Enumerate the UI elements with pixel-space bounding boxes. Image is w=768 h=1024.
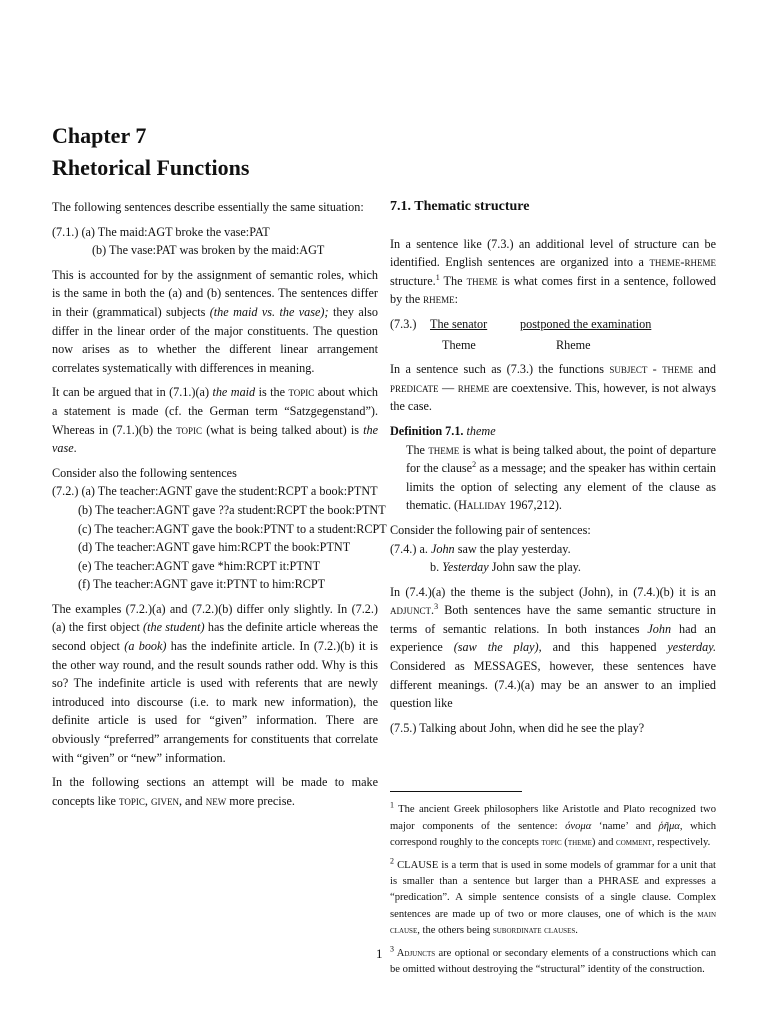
consider-pair: Consider the following pair of sentences: <box>390 522 591 537</box>
paragraph-theme-rheme: In a sentence like (7.3.) an additional level of structure can be identified. English sentences are organized into a theme-rheme structure.$^1$ The theme is what comes first in a sentence, followed by the rheme: <box>390 236 716 307</box>
example-7-2-b: (b) The teacher:AGNT gave ??a student:RCPT the book:PTNT <box>78 502 386 517</box>
paragraph-examples: The examples (7.2.)(a) and (7.2.)(b) differ only slightly. In (7.2.)(a) the first object (the student) has the definite article whereas the second object (a book) has the indefinite article. In (7.2.)(b) it is the other way round, and the result sounds rather odd. Why is this so? The indefinite article is used with referents that are newly introduced into discourse (i.e. to mark new information), the definite article is used for “given” information. There are obviously “preferred” arrangements for constituents that correlate with “given” or “new” information. <box>52 601 378 765</box>
example-number: (7.3.) <box>390 316 417 331</box>
example-7-3-labels <box>390 336 716 355</box>
example-7-2-d: (d) The teacher:AGNT gave him:RCPT the book:PTNT <box>78 540 351 555</box>
intro-paragraph: The following sentences describe essentially the same situation: <box>52 200 364 214</box>
theme-label: Theme <box>442 337 476 352</box>
example-7-2-e: (e) The teacher:AGNT gave *him:RCPT it:PTNT <box>78 558 321 573</box>
example-7-1-a: (7.1.) (a) The maid:AGT broke the vase:PAT <box>52 224 270 239</box>
example-7-5: (7.5.) Talking about John, when did he see the play? <box>390 720 645 735</box>
footnote-3: $^3$ Adjuncts are optional or secondary elements of a constructions which can be omitted without destroying the “structural” identity of the construction. <box>390 944 716 976</box>
chapter-number: Chapter 7 <box>52 123 147 148</box>
right-column <box>390 198 716 985</box>
section-heading: 7.1. Thematic structure <box>390 199 530 214</box>
example-7-1-b: (b) The vase:PAT was broken by the maid:AGT <box>92 243 325 258</box>
definition-body: The theme is what is being talked about, the point of departure for the clause$^2$ as a message; and the speaker has within certain limits the option of selecting any element of the clause as thematic. (Halliday 1967,212). <box>406 442 716 513</box>
page-number: 1 <box>376 946 383 961</box>
left-column <box>52 198 387 816</box>
theme-phrase: The senator <box>430 316 488 331</box>
chapter-heading <box>52 120 249 184</box>
footnote-rule <box>390 791 522 792</box>
rheme-phrase: postponed the examination <box>520 316 652 331</box>
chapter-title: Rhetorical Functions <box>52 155 250 180</box>
example-7-2-c: (c) The teacher:AGNT gave the book:PTNT to a student:RCPT <box>78 521 387 536</box>
example-7-3 <box>390 315 716 334</box>
definition-heading: Definition 7.1. theme <box>390 423 496 438</box>
consider-sentences: Consider also the following sentences <box>52 465 237 480</box>
paragraph-adjunct: In (7.4.)(a) the theme is the subject (John), in (7.4.)(b) it is an adjunct.$^3$ Both sentences have the same semantic structure in terms of semantic relations. In both instances John had an experience (saw the play), and this happened yesterday. Considered as MESSAGES, however, these sentences have different meanings. (7.4.)(a) may be an answer to an implied question like <box>390 584 716 711</box>
footnote-1: $^1$ The ancient Greek philosophers like Aristotle and Plato recognized two major components of the sentence: όνομα ‘name’ and ῥῆμα, which correspond roughly to the concepts topic (theme) and comment, respectively. <box>390 800 717 849</box>
rheme-label: Rheme <box>556 337 591 352</box>
example-7-4-b: b. Yesterday John saw the play. <box>430 560 581 575</box>
example-7-4-a: (7.4.) a. John saw the play yesterday. <box>390 541 571 556</box>
footnote-2: $^2$ CLAUSE is a term that is used in some models of grammar for a unit that is smaller than a sentence but larger than a PHRASE and expresses a “predication”. A simple sentence consists of a single clause. Complex sentences are made up of two or more clauses, one of which is the main clause, the others being subordinate clauses. <box>390 856 716 937</box>
paragraph-semantic-roles: This is accounted for by the assignment of semantic roles, which is the same in both the (a) and (b) sentences. The sentences differ in their (grammatical) subjects (the maid vs. the vase); they also differ in the linear order of the major constituents. The question now arises as to whether the different linear arrangement correlates systematically with differences in meaning. <box>52 267 378 375</box>
example-7-2-f: (f) The teacher:AGNT gave it:PTNT to him:RCPT <box>78 577 326 592</box>
paragraph-following-sections: In the following sections an attempt will be made to make concepts like topic, given, and new more precise. <box>52 775 378 808</box>
paragraph-coextensive: In a sentence such as (7.3.) the functions subject - theme and predicate — rheme are coextensive. This, however, is not always the case. <box>390 362 716 414</box>
example-7-2-a: (7.2.) (a) The teacher:AGNT gave the student:RCPT a book:PTNT <box>52 484 378 499</box>
paragraph-topic: It can be argued that in (7.1.)(a) the maid is the topic about which a statement is made (cf. the German term “Satzgegenstand”). Whereas in (7.1.)(b) the topic (what is being talked about) is the vase. <box>52 385 379 456</box>
